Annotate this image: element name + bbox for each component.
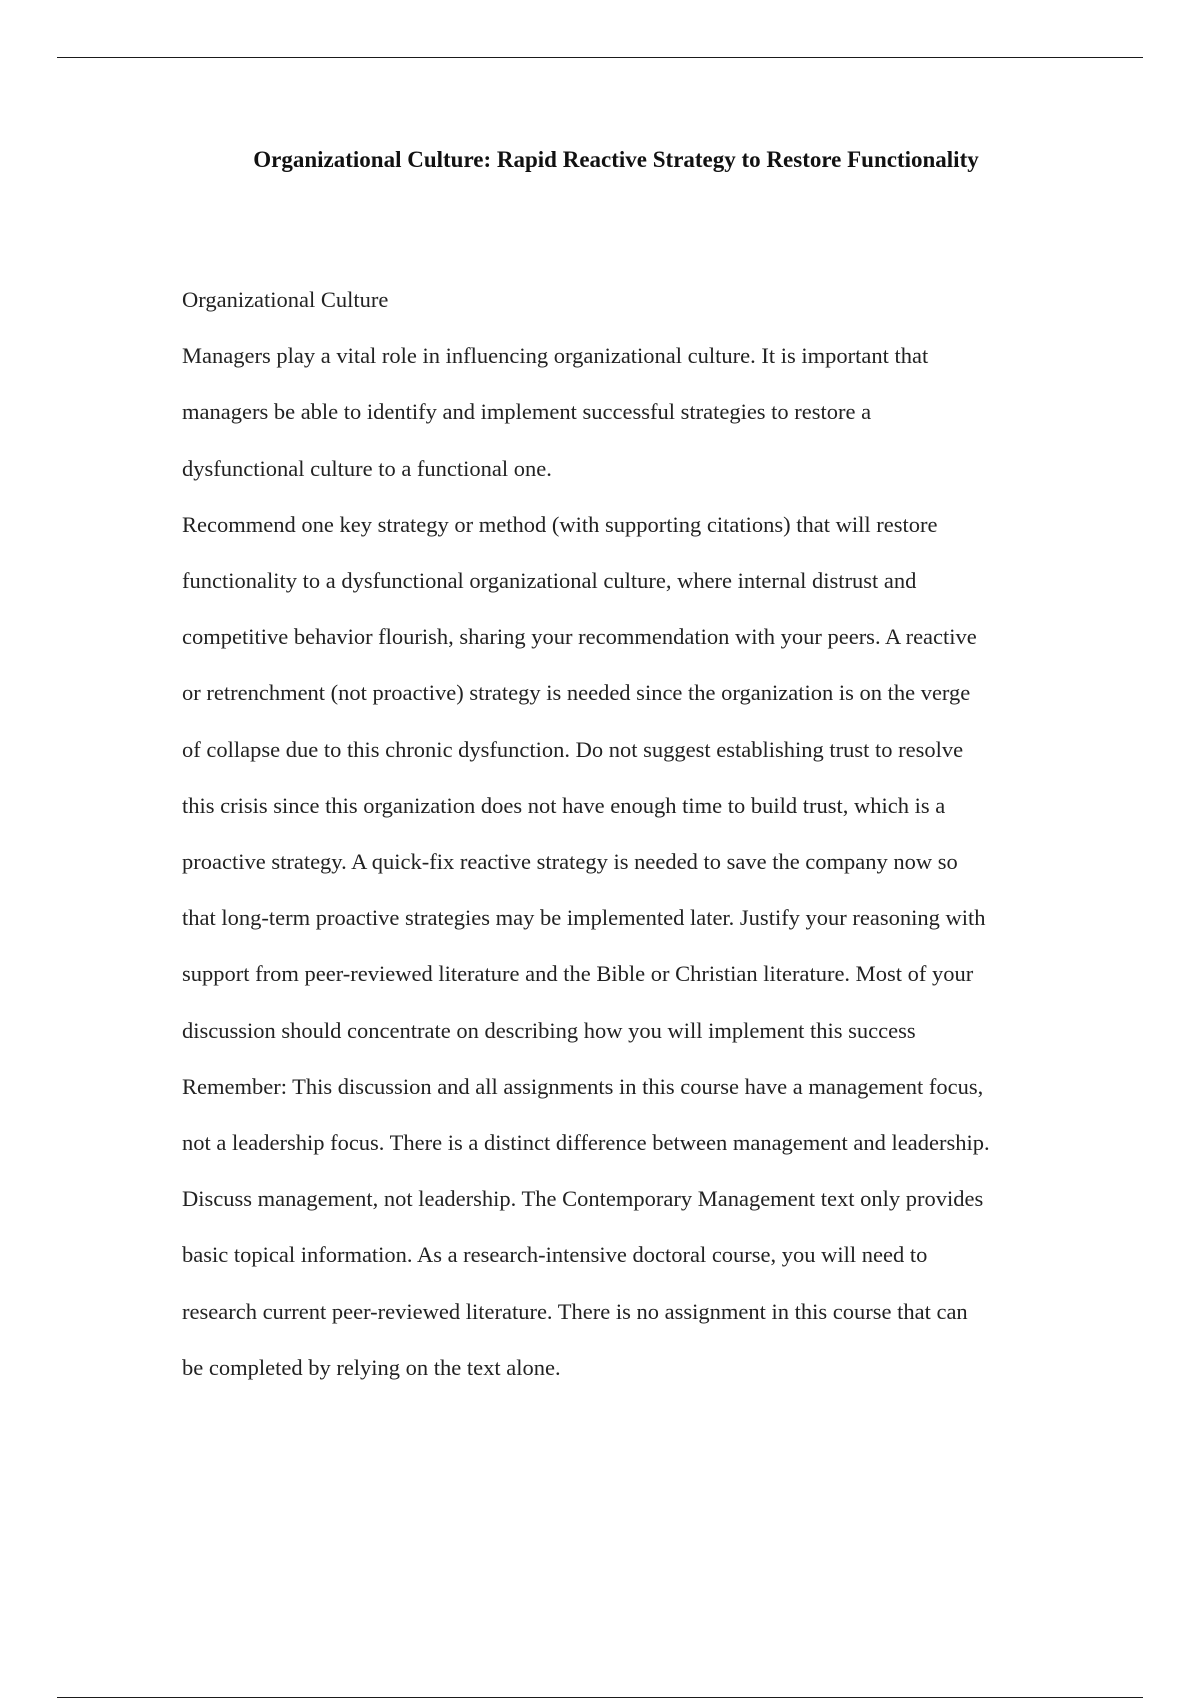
text-line: not a leadership focus. There is a distinct difference between management and leadership.	[182, 1130, 990, 1156]
text-line: Managers play a vital role in influencing organizational culture. It is important that	[182, 343, 929, 369]
bottom-rule	[57, 1697, 1143, 1698]
section-heading-text: Organizational Culture	[182, 287, 389, 312]
text-line: basic topical information. As a research-intensive doctoral course, you will need to	[182, 1242, 928, 1268]
text-line: discussion should concentrate on describing how you will implement this success	[182, 1017, 916, 1043]
text-line: that long-term proactive strategies may be implemented later. Justify your reasoning with	[182, 905, 986, 931]
text-line: this crisis since this organization does not have enough time to build trust, which is a	[182, 792, 946, 818]
text-line: Recommend one key strategy or method (with supporting citations) that will restore	[182, 511, 938, 537]
document-body	[182, 272, 1062, 1396]
paragraph-prompt	[182, 497, 1062, 1059]
text-line: Discuss management, not leadership. The Contemporary Management text only provides	[182, 1186, 984, 1212]
text-line: or retrenchment (not proactive) strategy is needed since the organization is on the verge	[182, 680, 971, 706]
section-heading	[182, 272, 1062, 328]
text-line: research current peer-reviewed literature. There is no assignment in this course that can	[182, 1298, 968, 1324]
text-line: be completed by relying on the text alone.	[182, 1354, 561, 1380]
text-line: functionality to a dysfunctional organizational culture, where internal distrust and	[182, 568, 917, 594]
paragraph-reminder	[182, 1059, 1062, 1396]
text-line: managers be able to identify and implement successful strategies to restore a	[182, 399, 872, 425]
text-line: support from peer-reviewed literature and the Bible or Christian literature. Most of your	[182, 961, 974, 987]
top-rule	[57, 57, 1143, 58]
text-line: of collapse due to this chronic dysfunction. Do not suggest establishing trust to resolve	[182, 736, 964, 762]
text-line: Remember: This discussion and all assignments in this course have a management focus,	[182, 1073, 984, 1099]
text-line: proactive strategy. A quick-fix reactive strategy is needed to save the company now so	[182, 849, 958, 875]
document-title: Organizational Culture: Rapid Reactive Strategy to Restore Functionality	[253, 147, 979, 172]
paragraph-intro	[182, 328, 1062, 497]
text-line: dysfunctional culture to a functional one.	[182, 455, 552, 481]
text-line: competitive behavior flourish, sharing your recommendation with your peers. A reactive	[182, 624, 977, 650]
